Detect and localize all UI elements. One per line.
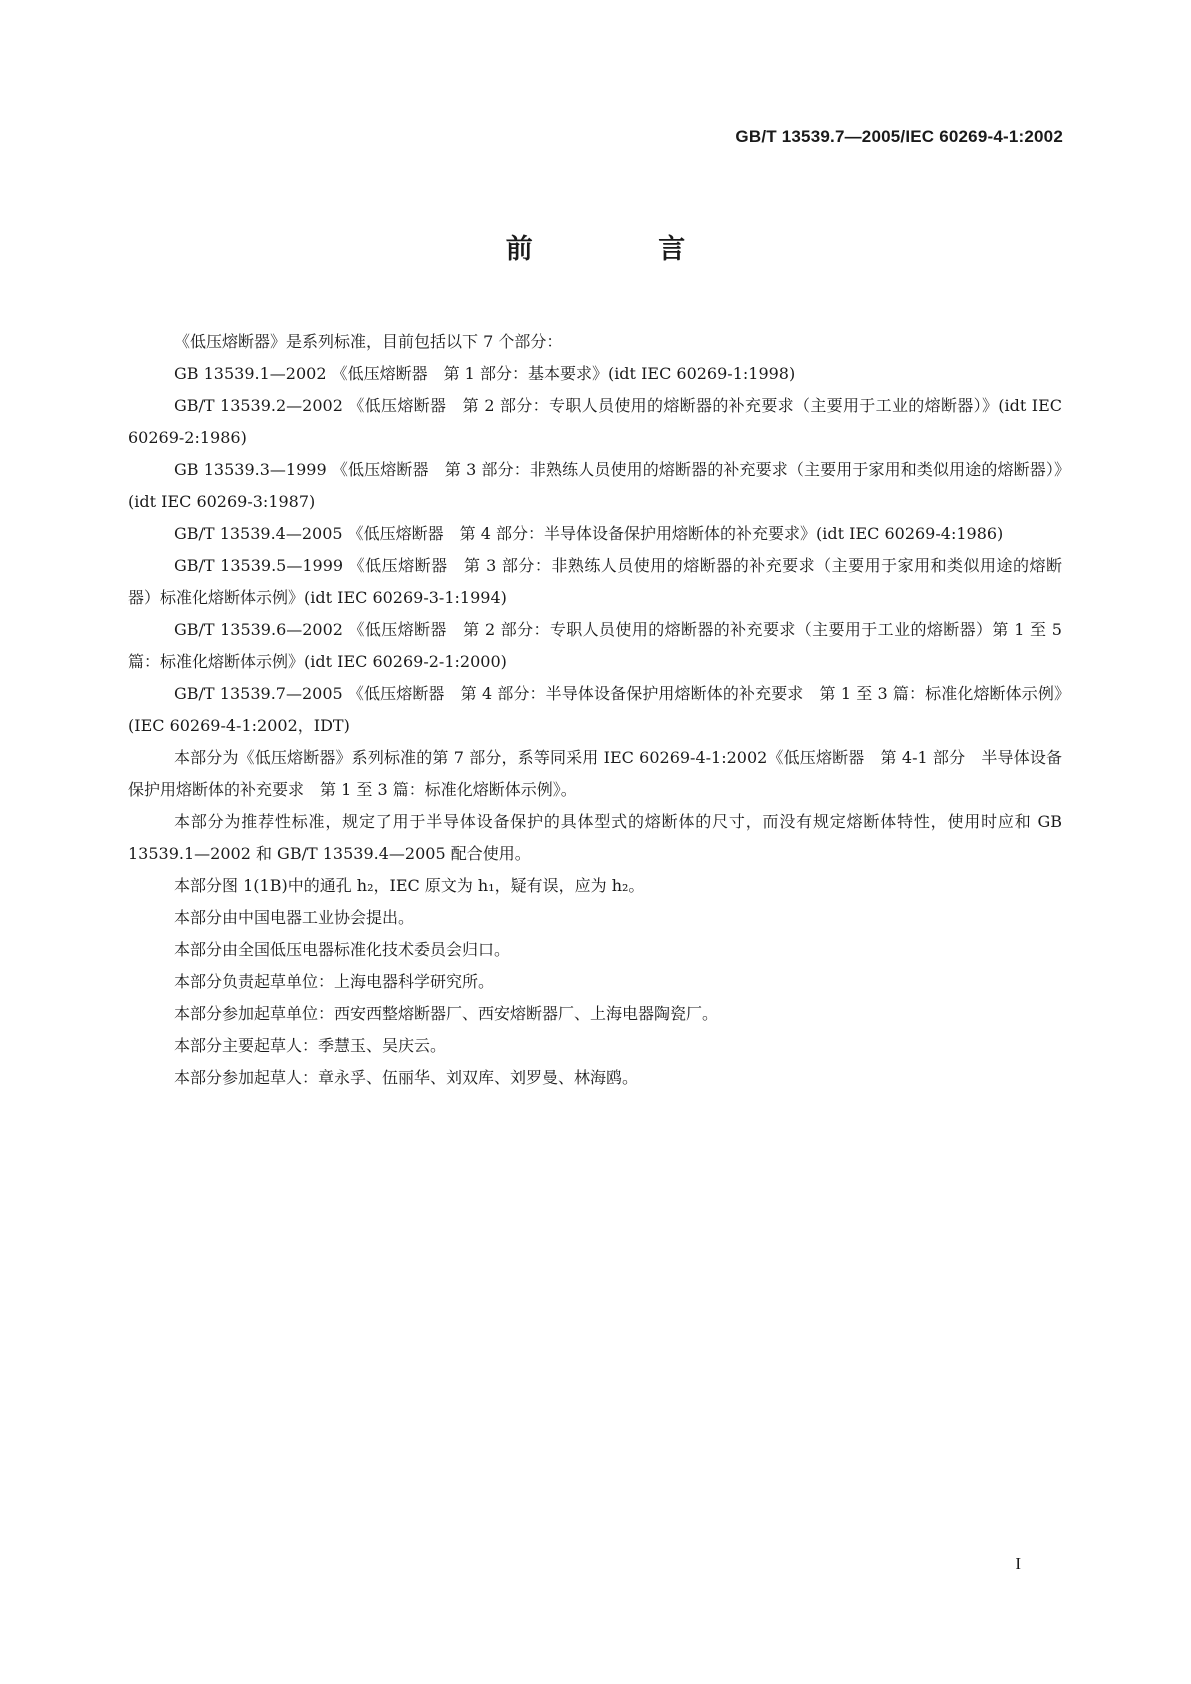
paragraph-part-2: GB/T 13539.2—2002 《低压熔断器 第 2 部分：专职人员使用的熔断器的补充要求（主要用于工业的熔断器）》(idt IEC 60269-2:1986) <box>128 396 1062 447</box>
paragraph-part-6: GB/T 13539.6—2002 《低压熔断器 第 2 部分：专职人员使用的熔断器的补充要求（主要用于工业的熔断器）第 1 至 5 篇：标准化熔断体示例》(idt IEC 60269-2-1:2000) <box>128 620 1062 671</box>
page-title: 前 言 <box>505 234 744 265</box>
paragraph-intro: 《低压熔断器》是系列标准，目前包括以下 7 个部分： <box>174 332 563 351</box>
paragraph-part-1: GB 13539.1—2002 《低压熔断器 第 1 部分：基本要求》(idt IEC 60269-1:1998) <box>174 364 796 383</box>
paragraph-main-drafters: 本部分主要起草人：季慧玉、吴庆云。 <box>174 1036 447 1055</box>
page-number: I <box>1015 1554 1021 1573</box>
standard-number-header: GB/T 13539.7—2005/IEC 60269-4-1:2002 <box>735 127 1063 146</box>
paragraph-part-5: GB/T 13539.5—1999 《低压熔断器 第 3 部分：非熟练人员使用的熔断器的补充要求（主要用于家用和类似用途的熔断器）标准化熔断体示例》(idt IEC 60269-3-1:1994) <box>128 556 1062 607</box>
paragraph-participating-drafters: 本部分参加起草人：章永孚、伍丽华、刘双库、刘罗曼、林海鸥。 <box>174 1068 639 1087</box>
foreword-body <box>128 326 1062 1094</box>
paragraph-committee: 本部分由全国低压电器标准化技术委员会归口。 <box>174 940 511 959</box>
paragraph-correction: 本部分图 1(1B)中的通孔 h₂，IEC 原文为 h₁，疑有误，应为 h₂。 <box>174 876 645 895</box>
paragraph-part-7: GB/T 13539.7—2005 《低压熔断器 第 4 部分：半导体设备保护用熔断体的补充要求 第 1 至 3 篇：标准化熔断体示例》(IEC 60269-4-1:2002，IDT) <box>128 684 1062 735</box>
paragraph-part-3: GB 13539.3—1999 《低压熔断器 第 3 部分：非熟练人员使用的熔断器的补充要求（主要用于家用和类似用途的熔断器）》(idt IEC 60269-3:1987) <box>128 460 1062 511</box>
paragraph-adoption: 本部分为《低压熔断器》系列标准的第 7 部分，系等同采用 IEC 60269-4-1:2002《低压熔断器 第 4-1 部分 半导体设备保护用熔断体的补充要求 第 1 至 3 篇：标准化熔断体示例》。 <box>128 748 1062 799</box>
paragraph-drafting-unit: 本部分负责起草单位：上海电器科学研究所。 <box>174 972 495 991</box>
paragraph-participating-units: 本部分参加起草单位：西安西整熔断器厂、西安熔断器厂、上海电器陶瓷厂。 <box>174 1004 719 1023</box>
paragraph-part-4: GB/T 13539.4—2005 《低压熔断器 第 4 部分：半导体设备保护用熔断体的补充要求》(idt IEC 60269-4:1986) <box>174 524 1004 543</box>
paragraph-scope: 本部分为推荐性标准，规定了用于半导体设备保护的具体型式的熔断体的尺寸，而没有规定熔断体特性，使用时应和 GB 13539.1—2002 和 GB/T 13539.4—2005 配合使用。 <box>128 812 1062 863</box>
paragraph-proposer: 本部分由中国电器工业协会提出。 <box>174 908 415 927</box>
